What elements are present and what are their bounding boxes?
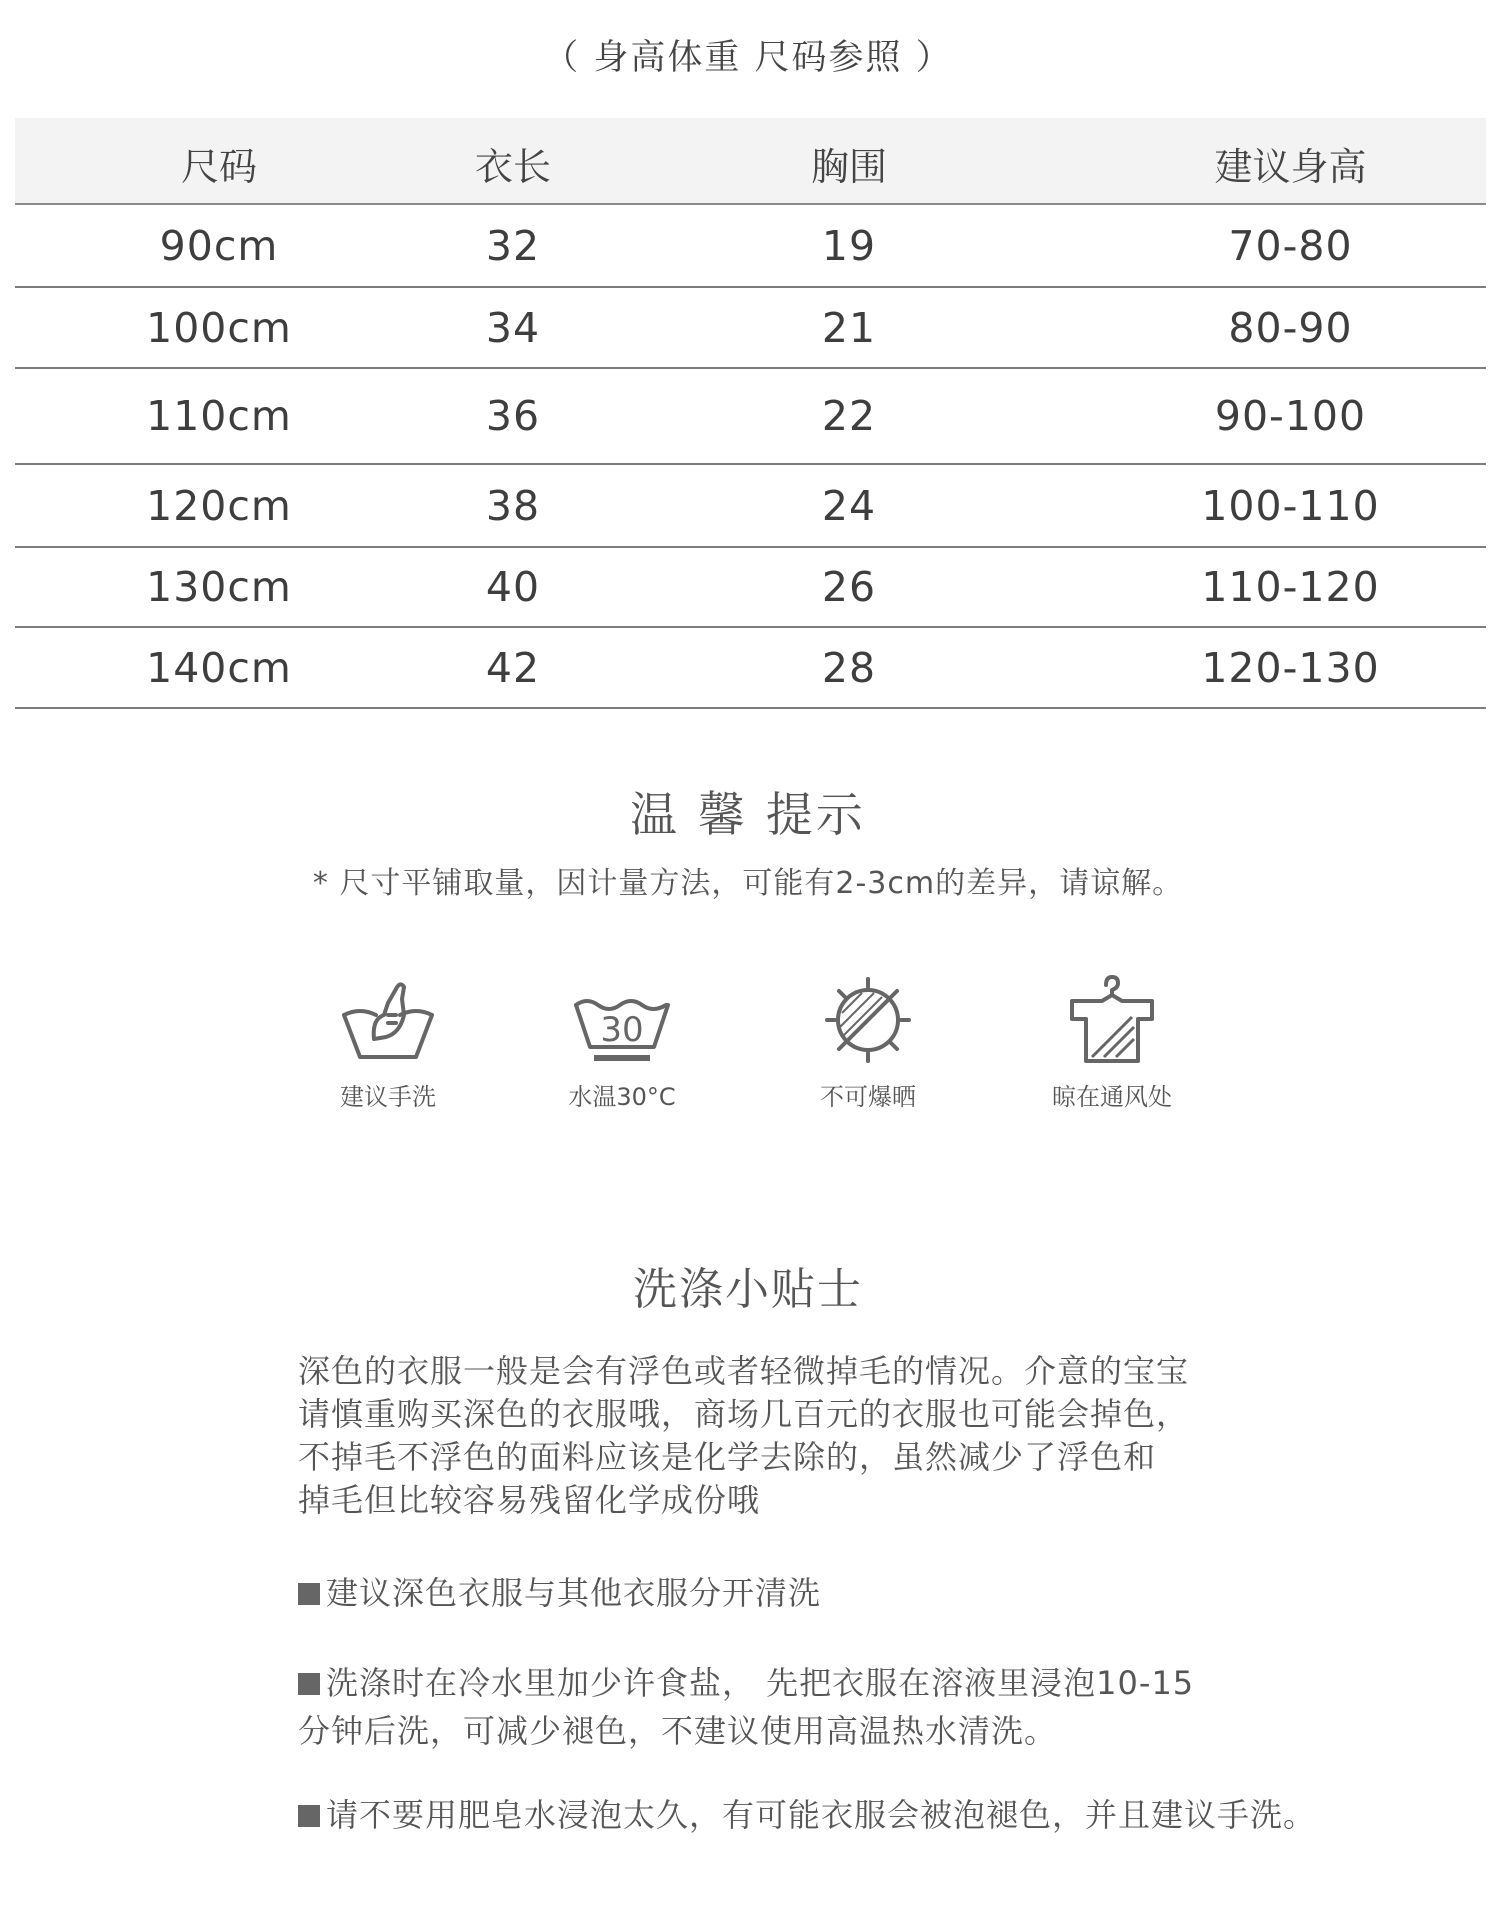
tip-text: 分钟后洗，可减少褪色，不建议使用高温热水清洗。 [298,1712,1058,1750]
cell-height: 110-120 [1095,547,1486,627]
cell-length: 34 [423,287,603,368]
tip-text: 建议深色衣服与其他衣服分开清洗 [326,1574,822,1612]
cell-length: 36 [423,368,603,464]
no-sun-icon [818,975,918,1065]
table-row [15,627,1486,708]
table-row [15,547,1486,627]
bullet-square-icon [298,1805,320,1827]
care-item-hand-wash [308,975,468,1112]
size-table [15,118,1486,709]
intro-line: 深色的衣服一般是会有浮色或者轻微掉毛的情况。介意的宝宝 [298,1352,1190,1390]
care-label: 水温30°C [568,1083,676,1111]
cell-chest: 28 [603,627,1095,708]
wash-tips-intro [298,1350,1298,1522]
table-row [15,204,1486,287]
tip-item [298,1659,1298,1755]
cell-length: 42 [423,627,603,708]
cell-chest: 24 [603,464,1095,547]
bullet-square-icon [298,1673,320,1695]
intro-line: 请慎重购买深色的衣服哦，商场几百元的衣服也可能会掉色， [298,1395,1190,1433]
care-item-no-sun [788,975,948,1112]
care-label: 晾在通风处 [1052,1083,1172,1111]
cell-size: 130cm [15,547,423,627]
wash-30-icon [572,975,672,1065]
cell-size: 140cm [15,627,423,708]
size-note: * 尺寸平铺取量，因计量方法，可能有2-3cm的差异，请谅解。 [312,866,1184,901]
cell-height: 90-100 [1095,368,1486,464]
header-length: 衣长 [423,118,603,204]
svg-text:30: 30 [600,1010,644,1050]
cell-height: 100-110 [1095,464,1486,547]
intro-line: 掉毛但比较容易残留化学成份哦 [298,1481,761,1519]
tip-item [298,1794,1478,1837]
table-row [15,287,1486,368]
cell-chest: 21 [603,287,1095,368]
cell-chest: 19 [603,204,1095,287]
table-row [15,368,1486,464]
intro-line: 不掉毛不浮色的面料应该是化学去除的，虽然减少了浮色和 [298,1438,1157,1476]
care-item-hang-dry [1032,975,1192,1112]
care-item-wash-30 [542,975,702,1112]
care-label: 不可爆晒 [820,1083,916,1111]
cell-height: 120-130 [1095,627,1486,708]
reminder-title: 温 馨 提示 [630,788,866,843]
table-row [15,464,1486,547]
cell-height: 70-80 [1095,204,1486,287]
header-size: 尺码 [15,118,423,204]
size-chart-subtitle: （ 身高体重 尺码参照 ） [543,38,953,78]
cell-chest: 26 [603,547,1095,627]
cell-size: 110cm [15,368,423,464]
hand-wash-icon [338,975,438,1065]
cell-height: 80-90 [1095,287,1486,368]
wash-tips-title: 洗涤小贴士 [633,1264,863,1315]
cell-length: 40 [423,547,603,627]
table-header-row [15,118,1486,204]
cell-size: 90cm [15,204,423,287]
hang-dry-icon [1062,975,1162,1065]
cell-size: 100cm [15,287,423,368]
cell-chest: 22 [603,368,1095,464]
bullet-square-icon [298,1583,320,1605]
cell-length: 32 [423,204,603,287]
header-chest: 胸围 [603,118,1095,204]
cell-length: 38 [423,464,603,547]
tip-text: 洗涤时在冷水里加少许食盐， 先把衣服在溶液里浸泡10-15 [326,1664,1195,1702]
tip-item [298,1572,1298,1615]
cell-size: 120cm [15,464,423,547]
tip-text: 请不要用肥皂水浸泡太久，有可能衣服会被泡褪色，并且建议手洗。 [326,1796,1317,1834]
header-height: 建议身高 [1095,118,1486,204]
care-label: 建议手洗 [340,1083,436,1111]
